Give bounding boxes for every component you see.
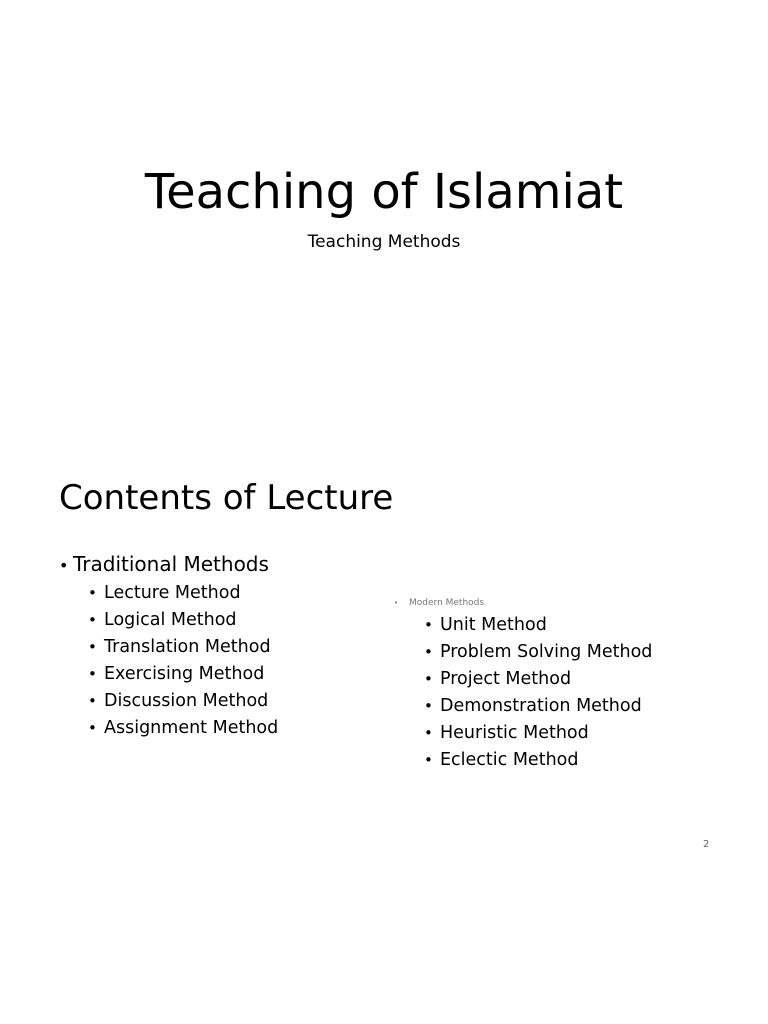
list-item-label: Lecture Method xyxy=(104,583,241,603)
list-item xyxy=(424,720,652,747)
list-item-label: Heuristic Method xyxy=(440,723,589,743)
traditional-methods-list xyxy=(88,580,278,742)
bullet-icon: • xyxy=(88,611,97,629)
traditional-methods-label: Traditional Methods xyxy=(73,552,269,576)
bullet-icon: • xyxy=(424,697,433,715)
list-item-label: Logical Method xyxy=(104,610,237,630)
bullet-icon: • xyxy=(424,670,433,688)
modern-methods-label: Modern Methods xyxy=(409,598,485,608)
page-number: 2 xyxy=(703,839,710,850)
list-item xyxy=(424,747,652,774)
bullet-icon: • xyxy=(88,584,97,602)
list-item xyxy=(424,639,652,666)
list-item-label: Discussion Method xyxy=(104,691,269,711)
bullet-icon: • xyxy=(59,556,69,575)
bullet-icon: • xyxy=(88,719,97,737)
list-item-label: Problem Solving Method xyxy=(440,642,653,662)
slide-title: Teaching of Islamiat xyxy=(144,164,624,220)
slide-subtitle: Teaching Methods xyxy=(307,232,461,252)
list-item xyxy=(424,612,652,639)
list-item xyxy=(88,607,278,634)
traditional-methods-heading xyxy=(59,551,269,579)
bullet-icon: • xyxy=(88,692,97,710)
bullet-icon: • xyxy=(394,599,399,607)
contents-slide xyxy=(0,420,768,1024)
list-item-label: Eclectic Method xyxy=(440,750,579,770)
modern-methods-heading xyxy=(394,597,484,609)
title-slide xyxy=(0,0,768,420)
list-item-label: Translation Method xyxy=(104,637,271,657)
bullet-icon: • xyxy=(88,665,97,683)
list-item xyxy=(424,666,652,693)
list-item-label: Assignment Method xyxy=(104,718,279,738)
list-item-label: Exercising Method xyxy=(104,664,265,684)
list-item-label: Unit Method xyxy=(440,615,547,635)
list-item-label: Project Method xyxy=(440,669,572,689)
list-item-label: Demonstration Method xyxy=(440,696,642,716)
list-item xyxy=(88,580,278,607)
list-item xyxy=(424,693,652,720)
bullet-icon: • xyxy=(424,751,433,769)
list-item xyxy=(88,661,278,688)
bullet-icon: • xyxy=(424,643,433,661)
bullet-icon: • xyxy=(88,638,97,656)
contents-heading: Contents of Lecture xyxy=(59,478,394,518)
list-item xyxy=(88,715,278,742)
modern-methods-list xyxy=(424,612,652,774)
bullet-icon: • xyxy=(424,724,433,742)
list-item xyxy=(88,688,278,715)
bullet-icon: • xyxy=(424,616,433,634)
list-item xyxy=(88,634,278,661)
